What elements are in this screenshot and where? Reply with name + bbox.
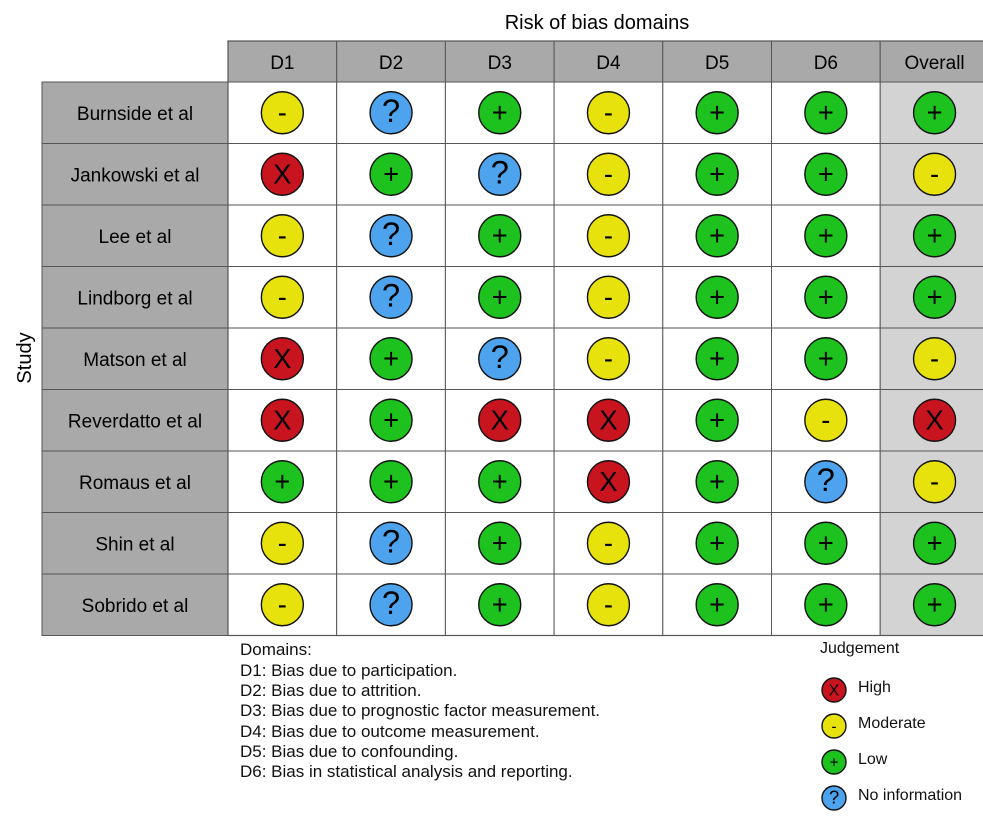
legend-label-low: Low (858, 751, 888, 768)
study-label-shin-et-al: Shin et al (95, 534, 175, 556)
moderate-mark-jankowski-et-al-d4 (587, 153, 629, 195)
svg-text:+: + (709, 343, 726, 375)
svg-text:+: + (926, 589, 943, 621)
no-information-mark-romaus-et-al-d6 (805, 461, 847, 503)
low-mark-shin-et-al-d6 (805, 522, 847, 564)
legend-title: Judgement (820, 640, 900, 657)
svg-text:-: - (277, 97, 287, 129)
svg-text:?: ? (490, 339, 509, 376)
no-information-mark-matson-et-al-d3 (479, 338, 521, 380)
low-mark-romaus-et-al-d2 (370, 461, 412, 503)
svg-text:+: + (926, 527, 943, 559)
low-mark-reverdatto-et-al-d5 (696, 399, 738, 441)
header-label-d3: D3 (487, 53, 512, 74)
low-mark-jankowski-et-al-d5 (696, 153, 738, 195)
svg-text:-: - (277, 281, 287, 313)
svg-text:+: + (491, 466, 508, 498)
svg-text:-: - (603, 589, 613, 621)
no-information-mark-burnside-et-al-d2 (370, 92, 412, 134)
study-label-matson-et-al: Matson et al (83, 349, 187, 371)
low-mark-lee-et-al-overall (914, 215, 956, 257)
svg-text:X: X (273, 404, 292, 436)
no-information-mark-lee-et-al-d2 (370, 215, 412, 257)
svg-text:+: + (817, 343, 834, 375)
study-label-lindborg-et-al: Lindborg et al (77, 288, 193, 310)
legend-label-no-information: No information (858, 787, 963, 804)
moderate-mark-matson-et-al-overall (914, 338, 956, 380)
svg-text:+: + (491, 281, 508, 313)
domain-d6: D6: Bias in statistical analysis and reporting. (240, 762, 573, 782)
svg-text:+: + (383, 343, 400, 375)
low-mark-lee-et-al-d5 (696, 215, 738, 257)
svg-text:-: - (603, 97, 613, 129)
svg-text:-: - (603, 343, 613, 375)
svg-text:+: + (709, 589, 726, 621)
svg-text:+: + (383, 466, 400, 498)
high-mark-reverdatto-et-al-d4 (587, 399, 629, 441)
svg-text:+: + (491, 97, 508, 129)
svg-text:X: X (925, 404, 944, 436)
svg-text:+: + (491, 220, 508, 252)
svg-text:+: + (926, 220, 943, 252)
study-label-sobrido-et-al: Sobrido et al (81, 595, 189, 617)
svg-text:-: - (603, 158, 613, 190)
svg-text:+: + (491, 527, 508, 559)
moderate-mark-sobrido-et-al-d1 (261, 584, 303, 626)
low-mark-lee-et-al-d6 (805, 215, 847, 257)
low-icon (820, 748, 848, 776)
high-mark-matson-et-al-d1 (261, 338, 303, 380)
svg-text:X: X (599, 466, 618, 498)
low-mark-jankowski-et-al-d2 (370, 153, 412, 195)
moderate-mark-shin-et-al-d4 (587, 522, 629, 564)
legend-label-moderate: Moderate (858, 715, 926, 732)
domain-d3: D3: Bias due to prognostic factor measurement. (240, 701, 601, 721)
moderate-mark-lindborg-et-al-d4 (587, 276, 629, 318)
svg-text:+: + (491, 589, 508, 621)
svg-text:+: + (709, 527, 726, 559)
low-mark-matson-et-al-d2 (370, 338, 412, 380)
svg-text:+: + (274, 466, 291, 498)
study-label-reverdatto-et-al: Reverdatto et al (67, 411, 203, 433)
legend (820, 674, 962, 818)
low-mark-matson-et-al-d5 (696, 338, 738, 380)
svg-text:+: + (926, 281, 943, 313)
grid-layer (42, 41, 983, 636)
svg-text:+: + (817, 527, 834, 559)
high-mark-romaus-et-al-d4 (587, 461, 629, 503)
moderate-mark-sobrido-et-al-d4 (587, 584, 629, 626)
svg-text:+: + (817, 281, 834, 313)
svg-text:+: + (829, 754, 839, 772)
moderate-mark-lee-et-al-d4 (587, 215, 629, 257)
svg-text:X: X (490, 404, 509, 436)
svg-text:-: - (930, 343, 940, 375)
moderate-mark-romaus-et-al-overall (914, 461, 956, 503)
svg-text:-: - (930, 466, 940, 498)
low-mark-sobrido-et-al-d5 (696, 584, 738, 626)
moderate-mark-matson-et-al-d4 (587, 338, 629, 380)
svg-text:-: - (930, 158, 940, 190)
moderate-mark-lee-et-al-d1 (261, 215, 303, 257)
y-axis-label: Study (14, 332, 36, 384)
moderate-mark-burnside-et-al-d1 (261, 92, 303, 134)
low-mark-sobrido-et-al-overall (914, 584, 956, 626)
svg-text:-: - (277, 527, 287, 559)
study-label-lee-et-al: Lee et al (98, 226, 172, 248)
no-information-mark-jankowski-et-al-d3 (479, 153, 521, 195)
low-mark-lindborg-et-al-d3 (479, 276, 521, 318)
domain-list (240, 661, 600, 782)
moderate-mark-reverdatto-et-al-d6 (805, 399, 847, 441)
svg-text:+: + (817, 220, 834, 252)
header-label-d1: D1 (270, 53, 295, 74)
no-information-mark-lindborg-et-al-d2 (370, 276, 412, 318)
moderate-icon (820, 712, 848, 740)
header-label-overall: Overall (904, 53, 965, 74)
low-mark-lindborg-et-al-d6 (805, 276, 847, 318)
low-mark-shin-et-al-d3 (479, 522, 521, 564)
svg-text:?: ? (816, 462, 835, 499)
low-mark-romaus-et-al-d5 (696, 461, 738, 503)
low-mark-sobrido-et-al-d3 (479, 584, 521, 626)
svg-text:-: - (821, 404, 831, 436)
svg-text:?: ? (828, 786, 840, 808)
low-mark-reverdatto-et-al-d2 (370, 399, 412, 441)
study-label-romaus-et-al: Romaus et al (79, 472, 191, 494)
domain-d2: D2: Bias due to attrition. (240, 681, 422, 701)
domain-d4: D4: Bias due to outcome measurement. (240, 721, 540, 741)
svg-text:+: + (709, 466, 726, 498)
low-mark-romaus-et-al-d3 (479, 461, 521, 503)
domain-d5: D5: Bias due to confounding. (240, 741, 459, 761)
svg-text:+: + (383, 158, 400, 190)
svg-text:+: + (383, 404, 400, 436)
high-mark-reverdatto-et-al-overall (914, 399, 956, 441)
svg-text:X: X (273, 158, 292, 190)
header-label-d5: D5 (705, 53, 730, 74)
no-information-mark-shin-et-al-d2 (370, 522, 412, 564)
legend-symbol-low (822, 750, 846, 774)
low-mark-burnside-et-al-d3 (479, 92, 521, 134)
legend-symbol-moderate (822, 714, 846, 738)
svg-text:?: ? (381, 523, 401, 560)
svg-text:?: ? (381, 93, 401, 130)
low-mark-jankowski-et-al-d6 (805, 153, 847, 195)
low-mark-burnside-et-al-d6 (805, 92, 847, 134)
legend-item-no-information (820, 782, 962, 818)
header-label-d2: D2 (378, 53, 404, 74)
low-mark-shin-et-al-d5 (696, 522, 738, 564)
svg-text:X: X (599, 404, 618, 436)
low-mark-shin-et-al-overall (914, 522, 956, 564)
svg-text:?: ? (381, 277, 401, 314)
high-mark-reverdatto-et-al-d3 (479, 399, 521, 441)
low-mark-lindborg-et-al-d5 (696, 276, 738, 318)
svg-text:?: ? (381, 585, 401, 622)
svg-text:X: X (828, 682, 840, 700)
svg-text:X: X (273, 343, 292, 375)
low-mark-lindborg-et-al-overall (914, 276, 956, 318)
svg-text:?: ? (490, 154, 509, 191)
domain-d1: D1: Bias due to participation. (240, 661, 458, 680)
svg-text:+: + (817, 589, 834, 621)
legend-symbol-high (822, 678, 846, 702)
svg-text:+: + (926, 97, 943, 129)
svg-text:+: + (817, 158, 834, 190)
svg-text:+: + (817, 97, 834, 129)
low-mark-burnside-et-al-d5 (696, 92, 738, 134)
high-icon (820, 676, 848, 704)
low-mark-sobrido-et-al-d6 (805, 584, 847, 626)
svg-text:-: - (603, 527, 613, 559)
svg-text:-: - (831, 718, 837, 736)
study-label-jankowski-et-al: Jankowski et al (70, 165, 200, 187)
svg-text:+: + (709, 97, 726, 129)
chart-title: Risk of bias domains (504, 12, 690, 34)
low-mark-matson-et-al-d6 (805, 338, 847, 380)
high-mark-reverdatto-et-al-d1 (261, 399, 303, 441)
svg-text:+: + (709, 281, 726, 313)
legend-item-high (820, 674, 962, 710)
svg-text:-: - (603, 220, 613, 252)
svg-text:-: - (277, 220, 287, 252)
moderate-mark-jankowski-et-al-overall (914, 153, 956, 195)
legend-label-high: High (858, 679, 891, 696)
legend-item-low (820, 746, 962, 782)
high-mark-jankowski-et-al-d1 (261, 153, 303, 195)
moderate-mark-burnside-et-al-d4 (587, 92, 629, 134)
no-information-mark-sobrido-et-al-d2 (370, 584, 412, 626)
header-label-d6: D6 (813, 53, 838, 74)
legend-item-moderate (820, 710, 962, 746)
moderate-mark-lindborg-et-al-d1 (261, 276, 303, 318)
svg-text:-: - (603, 281, 613, 313)
svg-text:?: ? (381, 216, 401, 253)
low-mark-romaus-et-al-d1 (261, 461, 303, 503)
svg-text:+: + (709, 404, 726, 436)
svg-text:+: + (709, 220, 726, 252)
header-label-d4: D4 (596, 53, 621, 74)
domains-title: Domains: (240, 640, 312, 659)
svg-text:+: + (709, 158, 726, 190)
svg-text:-: - (277, 589, 287, 621)
study-label-burnside-et-al: Burnside et al (76, 103, 194, 125)
legend-symbol-no-information (822, 786, 846, 810)
low-mark-lee-et-al-d3 (479, 215, 521, 257)
moderate-mark-shin-et-al-d1 (261, 522, 303, 564)
low-mark-burnside-et-al-overall (914, 92, 956, 134)
